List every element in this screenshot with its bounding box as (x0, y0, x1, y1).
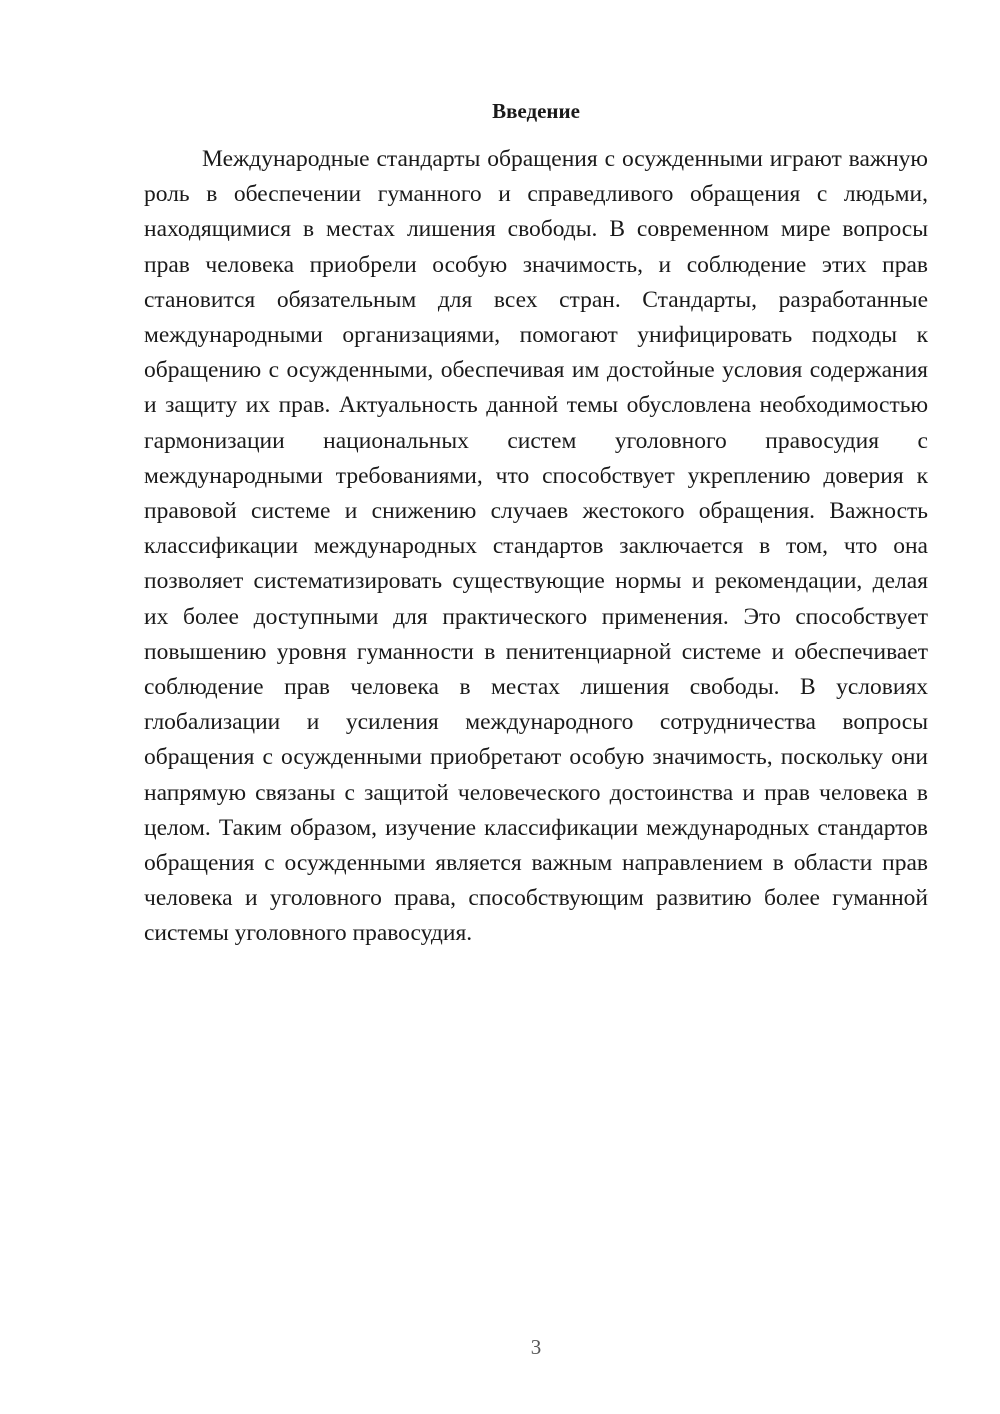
section-heading: Введение (492, 99, 580, 123)
page-number: 3 (530, 1335, 542, 1359)
body-paragraph: Международные стандарты обращения с осужденными играют важную роль в обеспечении гуманного и справедливого обращения с людьми, находящимися в местах лишения свободы. В современном мире вопросы прав человека приобрели особую значимость, и соблюдение этих прав становится обязательным для всех стран. Стандарты, разработанные международными организациями, помогают унифицировать подходы к обращению с осужденными, обеспечивая им достойные условия содержания и защиту их прав. Актуальность данной темы обусловлена необходимостью гармонизации национальных систем уголовного правосудия с международными требованиями, что способствует укреплению доверия к правовой системе и снижению случаев жестокого обращения. Важность классификации международных стандартов заключается в том, что она позволяет систематизировать существующие нормы и рекомендации, делая их более доступными для практического применения. Это способствует повышению уровня гуманности в пенитенциарной системе и обеспечивает соблюдение прав человека в местах лишения свободы. В условиях глобализации и усиления международного сотрудничества вопросы обращения с осужденными приобретают особую значимость, поскольку они напрямую связаны с защитой человеческого достоинства и прав человека в целом. Таким образом, изучение классификации международных стандартов обращения с осужденными является важным направлением в области прав человека и уголовного права, способствующим развитию более гуманной системы уголовного правосудия. (144, 146, 928, 947)
